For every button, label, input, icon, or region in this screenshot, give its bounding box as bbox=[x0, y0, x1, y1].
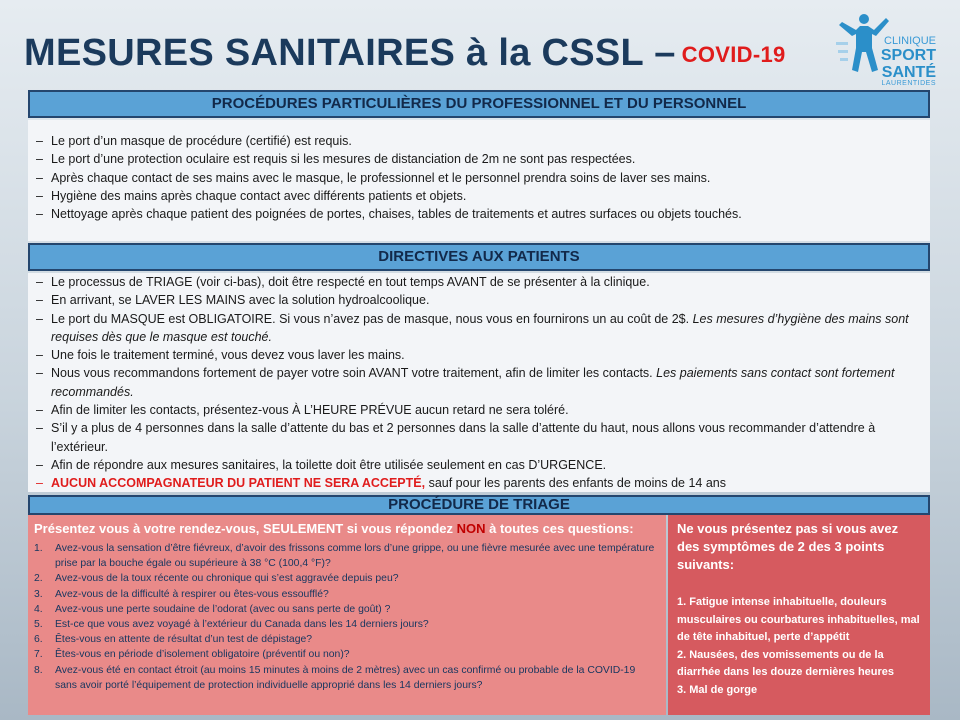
patients-list bbox=[36, 273, 920, 493]
symptoms-list bbox=[677, 594, 922, 699]
list-item-text: Le processus de TRIAGE (voir ci-bas), doit être respecté en tout temps AVANT de se présenter à la clinique. bbox=[51, 275, 650, 289]
page-title bbox=[24, 32, 786, 75]
logo-line3: SANTÉ bbox=[881, 64, 936, 81]
list-item-italic: Les paiements sans contact sont fortement recommandés. bbox=[51, 366, 895, 399]
list-item-text: Une fois le traitement terminé, vous devez vous laver les mains. bbox=[51, 348, 405, 363]
section-professional-heading: PROCÉDURES PARTICULIÈRES DU PROFESSIONNEL ET DU PERSONNEL bbox=[28, 90, 930, 118]
question-text: Avez-vous de la difficulté à respirer ou êtes-vous essoufflé? bbox=[55, 588, 329, 600]
list-item-text: Le port du MASQUE est OBLIGATOIRE. Si vous n’avez pas de masque, nous vous en fournirons un au coût de 2$. bbox=[51, 311, 693, 326]
list-item-text: Afin de limiter les contacts, présentez-vous À L’HEURE PRÉVUE aucun retard ne sera toléré. bbox=[51, 403, 569, 418]
logo-line2: SPORT bbox=[880, 47, 936, 64]
triage-question: 1. Avez-vous la sensation d’être fiévreux, d’avoir des frissons comme lors d’une grippe, ou une fièvre mesurée avec une température prise par la bouche égale ou supérieure à 38 °C (100,4 °F)? bbox=[34, 543, 655, 570]
symptom-item: 3. Mal de gorge bbox=[677, 683, 758, 696]
list-item: – Nettoyage après chaque patient des poignées de portes, chaises, tables de traitements et autres surfaces ou objets touchés. bbox=[36, 205, 920, 223]
triage-question: 4. Avez-vous une perte soudaine de l’odorat (avec ou sans perte de goût) ? bbox=[34, 603, 391, 615]
symptom-item: 1. Fatigue intense inhabituelle, douleurs musculaires ou courbatures inhabituelles, mal de tête inhabituel, perte d’appétit bbox=[677, 596, 920, 643]
list-item-text: Nous vous recommandons fortement de payer votre soin AVANT votre traitement, afin de limiter les contacts. bbox=[51, 366, 657, 381]
list-item bbox=[36, 456, 920, 474]
clinic-logo bbox=[830, 12, 940, 86]
triage-intro-b: à toutes ces questions: bbox=[485, 521, 634, 536]
list-item-text: S’il y a plus de 4 personnes dans la salle d’attente du bas et 2 personnes dans la salle d’attente du haut, nous allons vous recommander d’attendre à l’extérieur. bbox=[51, 421, 876, 454]
list-item-text: Afin de répondre aux mesures sanitaires, la toilette doit être utilisée seulement en cas D’URGENCE. bbox=[51, 457, 607, 472]
section-patients-heading: DIRECTIVES AUX PATIENTS bbox=[28, 243, 930, 271]
list-item: – Hygiène des mains après chaque contact avec différents patients et objets. bbox=[36, 187, 920, 205]
triage-questions-box bbox=[28, 515, 666, 715]
question-text: Avez-vous une perte soudaine de l’odorat (avec ou sans perte de goût) ? bbox=[55, 603, 391, 615]
list-item: – Le port d’une protection oculaire est requis si les mesures de distanciation de 2m ne sont pas respectées. bbox=[36, 150, 920, 168]
list-item bbox=[36, 401, 920, 419]
triage-intro-a: Présentez vous à votre rendez-vous, SEULEMENT si vous répondez bbox=[34, 521, 457, 536]
list-item bbox=[36, 364, 920, 401]
triage-intro-non: NON bbox=[456, 521, 486, 536]
list-item: – Après chaque contact de ses mains avec le masque, le professionnel et le personnel prendra soins de laver ses mains. bbox=[36, 169, 920, 187]
symptoms-intro: Ne vous présentez pas si vous avez des symptômes de 2 des 3 points suivants: bbox=[677, 521, 899, 572]
triage-question: 2. Avez-vous de la toux récente ou chronique qui s’est aggravée depuis peu? bbox=[34, 573, 399, 585]
triage-question: 5. Est-ce que vous avez voyagé à l’extérieur du Canada dans les 14 derniers jours? bbox=[34, 619, 429, 631]
section-professional-panel bbox=[28, 120, 930, 241]
list-item bbox=[36, 310, 920, 347]
question-text: Êtes-vous en attente de résultat d’un test de dépistage? bbox=[55, 634, 313, 646]
logo-line1: CLINIQUE bbox=[884, 35, 936, 47]
section-triage-heading: PROCÉDURE DE TRIAGE bbox=[28, 495, 930, 515]
triage-question: 8. Avez-vous été en contact étroit (au moins 15 minutes à moins de 2 mètres) avec un cas confirmé ou probable de la COVID-19 sans avoir porté l’équipement de protection individuelle approprié dans les 14 derniers jours? bbox=[34, 664, 636, 691]
list-item bbox=[36, 291, 920, 309]
list-item bbox=[36, 419, 920, 456]
section-patients-panel bbox=[28, 273, 930, 492]
symptom-item: 2. Nausées, des vomissements ou de la diarrhée dans les douze dernières heures bbox=[677, 648, 895, 678]
symptoms-box bbox=[668, 515, 930, 715]
question-text: Est-ce que vous avez voyagé à l’extérieur du Canada dans les 14 derniers jours? bbox=[55, 619, 429, 631]
question-text: Êtes-vous en période d’isolement obligatoire (préventif ou non)? bbox=[55, 649, 350, 661]
list-item-warning bbox=[36, 474, 920, 492]
question-text: Avez-vous été en contact étroit (au moins 15 minutes à moins de 2 mètres) avec un cas confirmé ou probable de la COVID-19 sans avoir porté l’équipement de protection individuelle approprié dans les 14 derniers jours? bbox=[55, 664, 636, 691]
list-item bbox=[36, 273, 920, 291]
triage-question: 6. Êtes-vous en attente de résultat d’un test de dépistage? bbox=[34, 634, 313, 646]
logo-line4: LAURENTIDES bbox=[881, 80, 936, 87]
title-main: MESURES SANITAIRES à la CSSL – bbox=[24, 32, 676, 74]
question-text: Avez-vous la sensation d’être fiévreux, d’avoir des frissons comme lors d’une grippe, ou une fièvre mesurée avec une température prise par la bouche égale ou supérieure à 38 °C (100,4 °F)? bbox=[55, 543, 655, 570]
triage-intro bbox=[34, 520, 658, 537]
triage-question-list bbox=[34, 541, 658, 693]
list-item: – Le port d’un masque de procédure (certifié) est requis. bbox=[36, 132, 920, 150]
warning-rest: sauf pour les parents des enfants de moins de 14 ans bbox=[425, 476, 726, 491]
triage-question: 7. Êtes-vous en période d’isolement obligatoire (préventif ou non)? bbox=[34, 649, 350, 661]
list-item-text: En arrivant, se LAVER LES MAINS avec la solution hydroalcoolique. bbox=[51, 293, 430, 308]
title-covid: COVID-19 bbox=[681, 42, 786, 67]
list-item-italic: Les mesures d’hygiène des mains sont requises dès que le masque est touché. bbox=[51, 311, 909, 344]
question-text: Avez-vous de la toux récente ou chronique qui s’est aggravée depuis peu? bbox=[55, 573, 399, 585]
warning-text: AUCUN ACCOMPAGNATEUR DU PATIENT NE SERA ACCEPTÉ, bbox=[51, 476, 426, 491]
triage-question: 3. Avez-vous de la difficulté à respirer ou êtes-vous essoufflé? bbox=[34, 588, 329, 600]
list-item bbox=[36, 346, 920, 364]
professional-list bbox=[36, 132, 920, 223]
